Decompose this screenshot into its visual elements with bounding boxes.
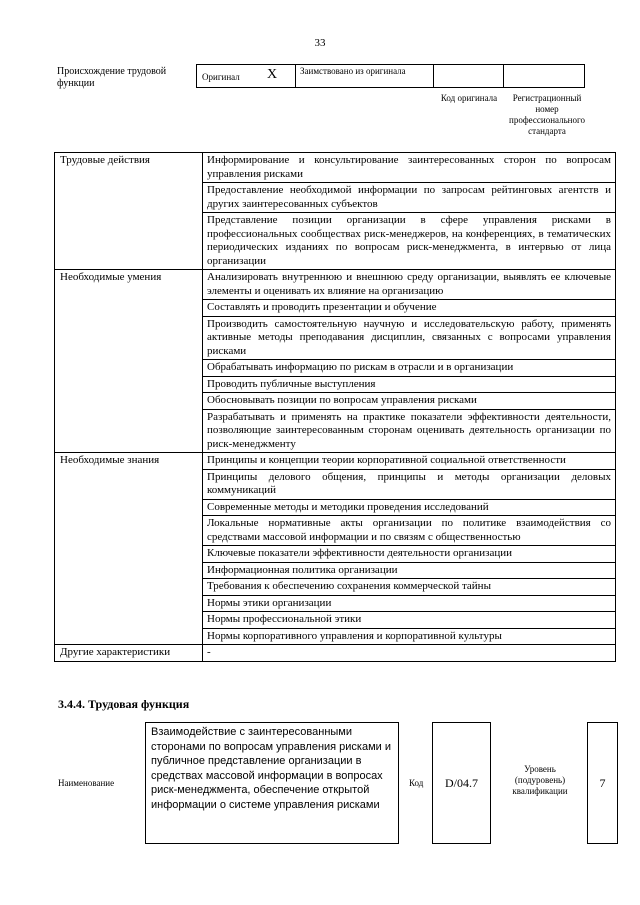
item-cell: Обосновывать позиции по вопросам управления рисками <box>203 393 616 410</box>
origin-borrowed-text: Заимствовано из оригинала <box>300 66 406 76</box>
item-cell: Нормы профессиональной этики <box>203 612 616 629</box>
item-cell: Проводить публичные выступления <box>203 376 616 393</box>
origin-code-caption: Код оригинала <box>440 93 498 103</box>
origin-reg-cell <box>503 64 585 88</box>
item-cell: Предоставление необходимой информации по запросам рейтинговых агентств и других заинтересованных субъектов <box>203 183 616 213</box>
name-label: Наименование <box>58 778 115 788</box>
item-cell: Информационная политика организации <box>203 562 616 579</box>
code-value: D/04.7 <box>432 722 491 844</box>
category-cell: Необходимые знания <box>55 453 203 645</box>
origin-borrowed-cell <box>295 64 434 88</box>
origin-original-cell <box>196 64 296 88</box>
table-row <box>55 453 616 470</box>
item-cell: Требования к обеспечению сохранения коммерческой тайны <box>203 579 616 596</box>
origin-label: Происхождение трудовой функции <box>57 66 167 89</box>
item-cell: Производить самостоятельную научную и исследовательскую работу, применять активные методы преподавания дисциплин, связанных с вопросами управления рисками <box>203 316 616 360</box>
category-cell: Трудовые действия <box>55 153 203 270</box>
item-cell: Разрабатывать и применять на практике показатели эффективности деятельности, позволяющие заинтересованным сторонам оценивать деятельность организации по риск-менеджменту <box>203 409 616 453</box>
item-cell: Информирование и консультирование заинтересованных сторон по вопросам управления рисками <box>203 153 616 183</box>
section-title: 3.4.4. Трудовая функция <box>58 697 190 711</box>
item-cell: Нормы этики организации <box>203 595 616 612</box>
item-cell: Принципы и концепции теории корпоративной социальной ответственности <box>203 453 616 470</box>
table-row <box>55 645 616 662</box>
name-value: Взаимодействие с заинтересованными сторонами по вопросам управления рисками и публичное представление организации в средствах массовой информации в вопросах риск-менеджмента, обеспечение открытой информации о системе управления рисками <box>145 722 399 844</box>
origin-reg-caption: Регистрационный номер профессионального стандарта <box>509 93 585 136</box>
item-cell: Принципы делового общения, принципы и методы организации деловых коммуникаций <box>203 469 616 499</box>
origin-x-mark: X <box>267 67 278 82</box>
function-table <box>54 152 616 662</box>
level-value: 7 <box>587 722 618 844</box>
table-row <box>55 270 616 300</box>
item-cell: Обрабатывать информацию по рискам в отрасли и в организации <box>203 360 616 377</box>
item-cell: - <box>203 645 616 662</box>
item-cell: Составлять и проводить презентации и обучение <box>203 300 616 317</box>
item-cell: Представление позиции организации в сфере управления рисками в профессиональных сообществах риск-менеджеров, на конференциях, в тематических периодических изданиях по вопросам риск-менеджмента, в интервью от лица организации <box>203 213 616 270</box>
item-cell: Ключевые показатели эффективности деятельности организации <box>203 546 616 563</box>
item-cell: Локальные нормативные акты организации по политике взаимодействия со средствами массовой информации и по связям с общественностью <box>203 516 616 546</box>
item-cell: Анализировать внутреннюю и внешнюю среду организации, выявлять ее ключевые элементы и оценивать их влияние на организацию <box>203 270 616 300</box>
table-row <box>55 153 616 183</box>
item-cell: Нормы корпоративного управления и корпоративной культуры <box>203 628 616 645</box>
origin-code-cell <box>433 64 504 88</box>
level-label: Уровень (подуровень) квалификации <box>512 764 568 796</box>
code-label: Код <box>409 778 424 788</box>
category-cell: Другие характеристики <box>55 645 203 662</box>
item-cell: Современные методы и методики проведения исследований <box>203 499 616 516</box>
function-table-body <box>55 153 616 662</box>
page-number: 33 <box>314 37 326 49</box>
origin-original-text: Оригинал <box>202 72 240 82</box>
category-cell: Необходимые умения <box>55 270 203 453</box>
